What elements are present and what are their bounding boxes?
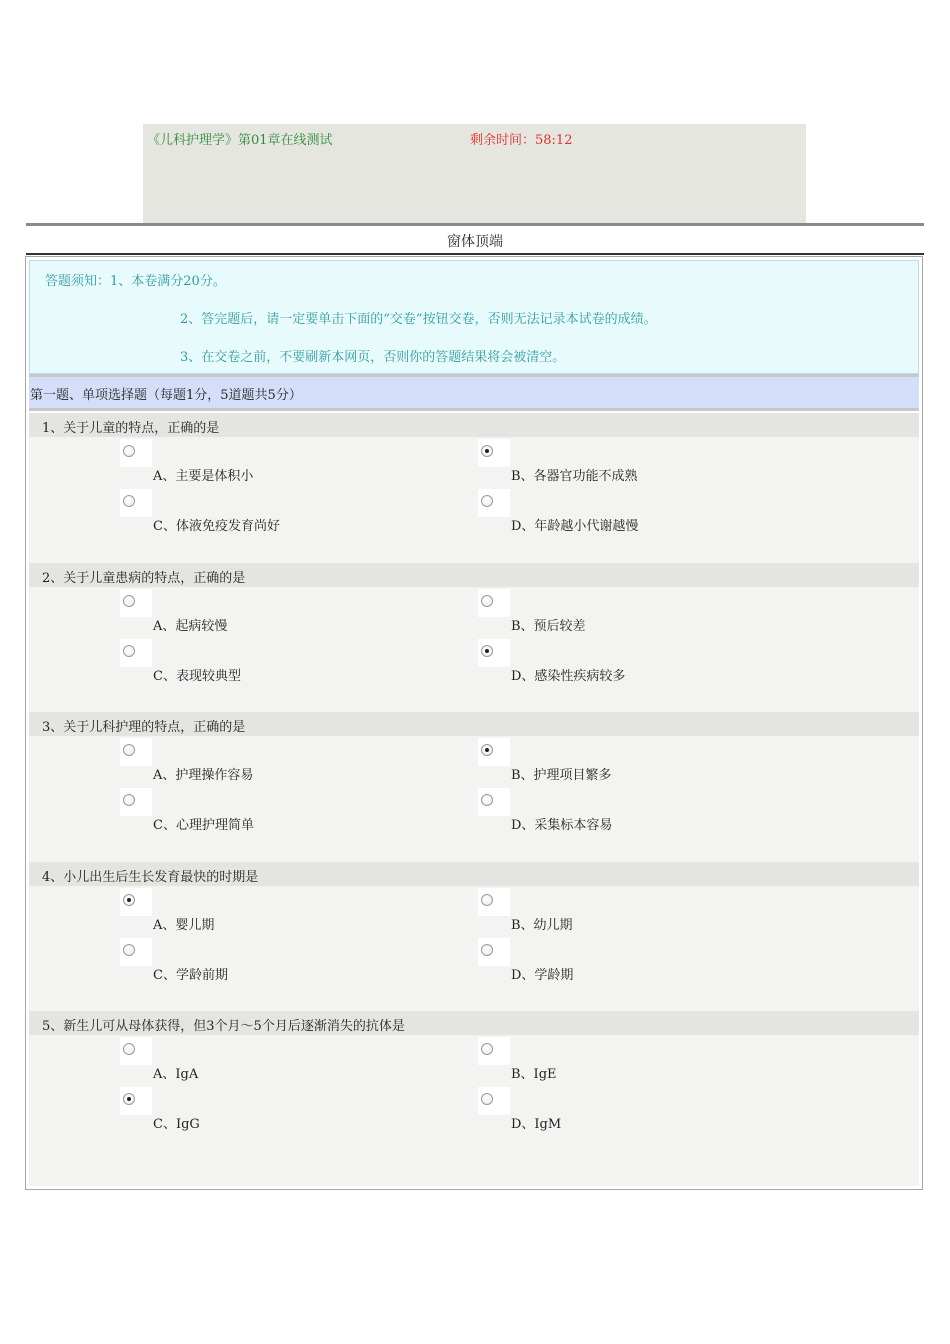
option-a[interactable] <box>120 738 420 784</box>
radio-button-container <box>120 938 152 966</box>
option-c[interactable] <box>120 1087 420 1133</box>
question-text: 3、关于儿科护理的特点，正确的是 <box>42 720 246 735</box>
radio-button-icon[interactable] <box>481 495 493 507</box>
question-text: 2、关于儿童患病的特点，正确的是 <box>42 570 246 586</box>
option-a[interactable] <box>120 589 420 635</box>
option-label: B、各器官功能不成熟 <box>511 469 638 484</box>
option-label: C、体液免疫发育尚好 <box>153 519 280 534</box>
radio-button-container <box>478 938 510 966</box>
option-c[interactable] <box>120 639 420 685</box>
option-label: B、护理项目繁多 <box>511 768 612 783</box>
option-label: B、幼儿期 <box>511 917 573 933</box>
question-5 <box>29 1011 919 1160</box>
radio-button-icon[interactable] <box>123 645 135 657</box>
option-label: A、IgA <box>153 1067 199 1082</box>
option-c[interactable] <box>120 788 420 834</box>
form-top-label: 窗体顶端 <box>447 234 503 250</box>
option-label: C、学龄前期 <box>153 967 228 983</box>
radio-button-icon[interactable] <box>123 445 135 457</box>
radio-button-container <box>478 788 510 816</box>
radio-button-container <box>478 1037 510 1065</box>
option-a[interactable] <box>120 439 420 485</box>
question-list <box>29 413 919 1186</box>
radio-button-icon[interactable] <box>481 1093 493 1105</box>
option-d[interactable] <box>478 639 778 685</box>
radio-button-icon[interactable] <box>123 894 135 906</box>
question-header <box>29 563 919 587</box>
option-label: D、采集标本容易 <box>511 818 613 833</box>
radio-button-icon[interactable] <box>123 495 135 507</box>
radio-button-container <box>120 639 152 667</box>
option-label: A、护理操作容易 <box>153 768 254 783</box>
radio-button-icon[interactable] <box>123 744 135 756</box>
test-title: 《儿科护理学》第01章在线测试 <box>147 133 333 148</box>
radio-button-icon[interactable] <box>123 1093 135 1105</box>
radio-button-container <box>120 788 152 816</box>
option-d[interactable] <box>478 1087 778 1133</box>
option-label: B、预后较差 <box>511 618 586 634</box>
radio-button-icon[interactable] <box>481 1043 493 1055</box>
option-b[interactable] <box>478 888 778 934</box>
option-label: D、IgM <box>511 1117 562 1132</box>
radio-button-container <box>120 489 152 517</box>
option-label: A、起病较慢 <box>153 618 228 634</box>
option-label: C、心理护理简单 <box>153 818 254 833</box>
radio-button-container <box>478 439 510 467</box>
test-header <box>143 124 806 223</box>
option-b[interactable] <box>478 439 778 485</box>
option-d[interactable] <box>478 489 778 535</box>
option-label: B、IgE <box>511 1067 557 1082</box>
option-label: A、主要是体积小 <box>153 469 254 484</box>
question-2 <box>29 563 919 712</box>
radio-button-container <box>478 888 510 916</box>
answer-notice <box>29 260 919 374</box>
radio-button-icon[interactable] <box>481 645 493 657</box>
section-divider-bottom <box>29 408 919 411</box>
question-header <box>29 413 919 437</box>
form-top-divider <box>26 253 924 255</box>
option-b[interactable] <box>478 738 778 784</box>
radio-button-container <box>120 589 152 617</box>
notice-line-1: 答题须知：1、本卷满分20分。 <box>45 274 226 289</box>
header-divider <box>26 223 924 226</box>
question-header <box>29 862 919 886</box>
radio-button-container <box>120 1087 152 1115</box>
radio-button-icon[interactable] <box>123 1043 135 1055</box>
notice-line-2: 2、答完题后，请一定要单击下面的“交卷”按钮交卷，否则无法记录本试卷的成绩。 <box>180 312 657 327</box>
radio-button-icon[interactable] <box>123 595 135 607</box>
radio-button-container <box>478 639 510 667</box>
radio-button-icon[interactable] <box>481 944 493 956</box>
radio-button-container <box>120 888 152 916</box>
question-text: 5、新生儿可从母体获得，但3个月～5个月后逐渐消失的抗体是 <box>42 1019 405 1034</box>
option-label: A、婴儿期 <box>153 917 215 933</box>
option-d[interactable] <box>478 788 778 834</box>
notice-line-3: 3、在交卷之前，不要刷新本网页，否则你的答题结果将会被清空。 <box>180 350 566 365</box>
radio-button-icon[interactable] <box>123 794 135 806</box>
radio-button-container <box>120 439 152 467</box>
question-3 <box>29 712 919 861</box>
radio-button-container <box>120 1037 152 1065</box>
question-4 <box>29 862 919 1011</box>
option-c[interactable] <box>120 489 420 535</box>
option-d[interactable] <box>478 938 778 984</box>
option-label: C、IgG <box>153 1117 200 1132</box>
radio-button-container <box>478 738 510 766</box>
radio-button-icon[interactable] <box>481 894 493 906</box>
radio-button-container <box>478 589 510 617</box>
option-label: D、年龄越小代谢越慢 <box>511 519 639 534</box>
radio-button-container <box>478 489 510 517</box>
question-text: 4、小儿出生后生长发育最快的时期是 <box>42 869 259 885</box>
radio-button-icon[interactable] <box>123 944 135 956</box>
radio-button-icon[interactable] <box>481 595 493 607</box>
section-title: 第一题、单项选择题（每题1分，5道题共5分） <box>29 377 919 408</box>
option-a[interactable] <box>120 888 420 934</box>
remaining-time: 剩余时间：58:12 <box>470 133 573 148</box>
option-b[interactable] <box>478 589 778 635</box>
radio-button-container <box>120 738 152 766</box>
question-text: 1、关于儿童的特点，正确的是 <box>42 421 220 436</box>
option-c[interactable] <box>120 938 420 984</box>
option-label: D、感染性疾病较多 <box>511 668 626 684</box>
option-a[interactable] <box>120 1037 420 1083</box>
radio-button-icon[interactable] <box>481 794 493 806</box>
radio-button-icon[interactable] <box>481 744 493 756</box>
option-label: D、学龄期 <box>511 967 574 983</box>
radio-button-container <box>478 1087 510 1115</box>
option-label: C、表现较典型 <box>153 668 241 684</box>
question-header <box>29 1011 919 1035</box>
question-header <box>29 712 919 736</box>
question-1 <box>29 413 919 562</box>
quiz-form <box>25 256 923 1190</box>
option-b[interactable] <box>478 1037 778 1083</box>
radio-button-icon[interactable] <box>481 445 493 457</box>
